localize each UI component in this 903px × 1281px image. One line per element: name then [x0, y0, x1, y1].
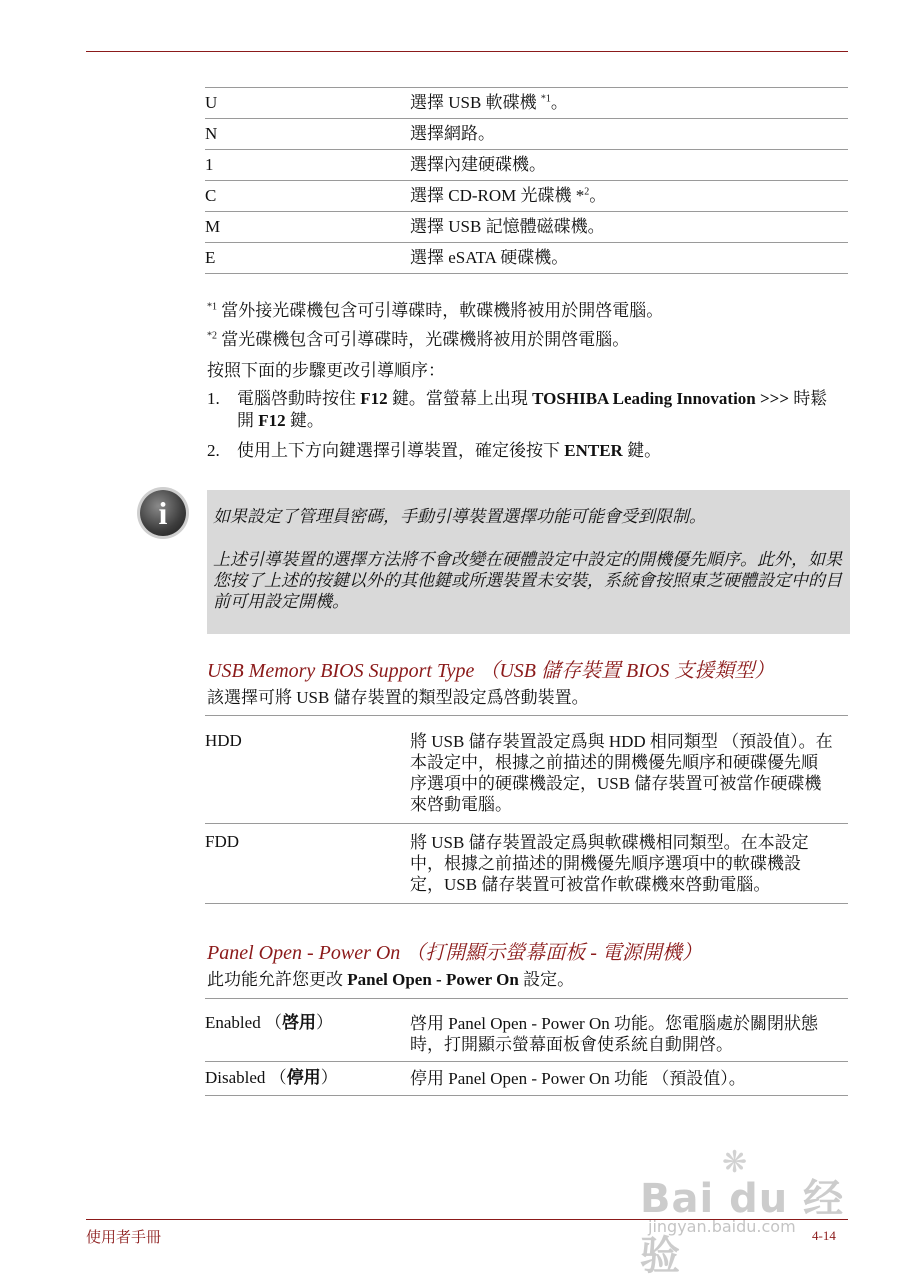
- steps-list: [207, 388, 837, 470]
- table-row: [205, 999, 848, 1062]
- usb-type-table: [205, 715, 848, 904]
- table-row: [205, 181, 848, 212]
- option-description: 將 USB 儲存裝置設定爲與軟碟機相同類型。在本設定中，根據之前描述的開機優先順序選項中的軟碟機設定，USB 儲存裝置可被當作軟碟機來啓動電腦。: [410, 833, 809, 894]
- footnote-2: $^{*2}$ 當光碟機包含可引導碟時，光碟機將被用於開啓電腦。: [207, 330, 630, 349]
- list-item: [207, 440, 837, 462]
- table-row: [205, 212, 848, 243]
- info-icon: i: [140, 490, 186, 536]
- boot-key-description: 選擇 eSATA 硬碟機。: [410, 248, 569, 267]
- boot-key: E: [205, 248, 216, 267]
- section-heading-usb: USB Memory BIOS Support Type （USB 儲存裝置 BIOS 支援類型）: [207, 660, 775, 682]
- boot-key-description: 選擇網路。: [410, 124, 495, 143]
- paw-icon: ❋: [722, 1145, 748, 1180]
- boot-key-description: 選擇 USB 記憶體磁碟機。: [410, 217, 605, 236]
- table-row: [205, 88, 848, 119]
- boot-key: M: [205, 217, 221, 236]
- option-key: HDD: [205, 731, 242, 750]
- step-text: 使用上下方向鍵選擇引導裝置，確定後按下 ENTER 鍵。: [237, 441, 662, 460]
- option-description: 停用 Panel Open - Power On 功能 （預設值）。: [410, 1069, 746, 1088]
- steps-intro: 按照下面的步驟更改引導順序：: [207, 361, 445, 380]
- boot-key-description: 選擇 USB 軟碟機 $^{*1}$。: [410, 93, 568, 112]
- step-text: 電腦啓動時按住 F12 鍵。當螢幕上出現 TOSHIBA Leading Innovation >>> 時鬆開 F12 鍵。: [237, 389, 828, 430]
- table-row: [205, 824, 848, 904]
- boot-key-table: [205, 87, 848, 274]
- table-row: [205, 150, 848, 181]
- boot-key: U: [205, 93, 218, 112]
- boot-key-description: 選擇內建硬碟機。: [410, 155, 546, 174]
- list-item: [207, 388, 837, 432]
- section-intro-panel: 此功能允許您更改 Panel Open - Power On 設定。: [207, 970, 575, 989]
- boot-key: C: [205, 186, 217, 205]
- option-description: 將 USB 儲存裝置設定爲與 HDD 相同類型 （預設值）。在本設定中，根據之前描述的開機優先順序和硬碟優先順序選項中的硬碟機設定，USB 儲存裝置可被當作硬碟機來啓動電腦。: [410, 732, 833, 814]
- note-box: [207, 490, 850, 634]
- step-number: 2.: [207, 441, 220, 460]
- option-description: 啓用 Panel Open - Power On 功能。您電腦處於關閉狀態時，打開顯示螢幕面板會使系統自動開啓。: [410, 1014, 818, 1054]
- boot-key: 1: [205, 155, 214, 174]
- option-key: Enabled （啓用）: [205, 1013, 333, 1032]
- table-row: [205, 243, 848, 274]
- panel-option-table: [205, 998, 848, 1096]
- table-row: [205, 716, 848, 824]
- note-paragraph: 上述引導裝置的選擇方法將不會改變在硬體設定中設定的開機優先順序。此外，如果您按了上述的按鍵以外的其他鍵或所選裝置未安裝，系統會按照東芝硬體設定中的目前可用設定開機。: [213, 550, 842, 611]
- watermark-url: jingyan.baidu.com: [648, 1217, 796, 1236]
- step-number: 1.: [207, 389, 220, 408]
- option-key: Disabled （停用）: [205, 1068, 338, 1087]
- boot-key: N: [205, 124, 218, 143]
- watermark: [640, 1145, 850, 1279]
- table-row: [205, 1062, 848, 1096]
- page-number: 4-14: [812, 1228, 836, 1243]
- footer-rule: [86, 1219, 848, 1220]
- note-paragraph: 如果設定了管理員密碼，手動引導裝置選擇功能可能會受到限制。: [213, 507, 706, 526]
- footer-title: 使用者手冊: [86, 1230, 162, 1246]
- header-rule: [86, 51, 848, 52]
- table-row: [205, 119, 848, 150]
- section-intro-usb: 該選擇可將 USB 儲存裝置的類型設定爲啓動裝置。: [207, 688, 589, 707]
- watermark-logo: Bai du 经验: [640, 1176, 845, 1279]
- boot-key-description: 選擇 CD-ROM 光碟機 *$^2$。: [410, 186, 607, 205]
- footnote-1: $^{*1}$ 當外接光碟機包含可引導碟時，軟碟機將被用於開啓電腦。: [207, 301, 664, 320]
- section-heading-panel: Panel Open - Power On （打開顯示螢幕面板 - 電源開機）: [207, 942, 702, 964]
- option-key: FDD: [205, 832, 240, 851]
